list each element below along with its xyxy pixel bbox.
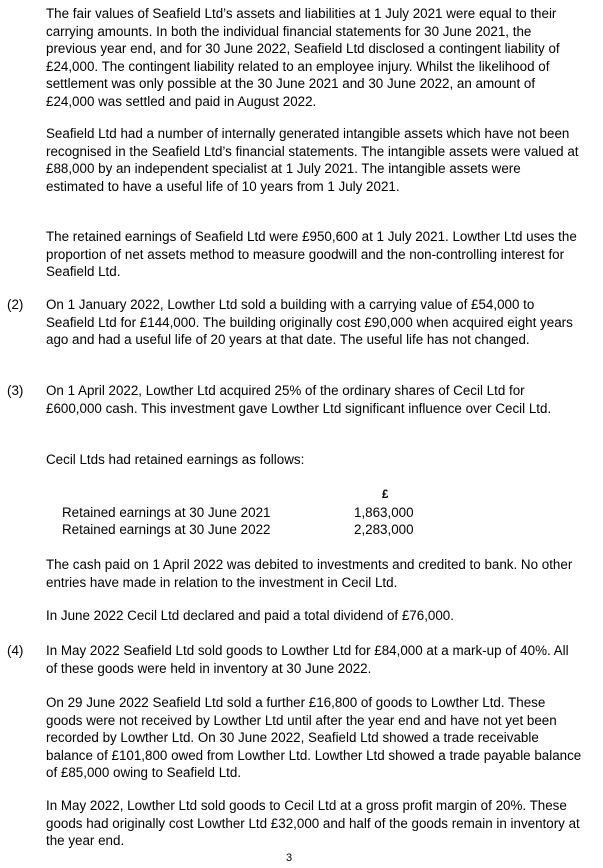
note-4-number: (4) [7, 643, 24, 658]
note-3-dividend: In June 2022 Cecil Ltd declared and paid a total dividend of £76,000. [46, 608, 454, 623]
intro-paragraph-retained-earnings: The retained earnings of Seafield Ltd were £950,600 at 1 July 2021. Lowther Ltd uses the proportion of net assets method to measure goodwill and the non-controlling interest for Seafield Ltd. [46, 229, 577, 280]
note-2-text: On 1 January 2022, Lowther Ltd sold a building with a carrying value of £54,000 to Seafield Ltd for £144,000. The building originally cost £90,000 when acquired eight years ago and had a useful life of 20 years at that date. The useful life has not changed. [46, 297, 573, 348]
table-row [62, 521, 462, 538]
table-row-label: Retained earnings at 30 June 2021 [62, 505, 271, 520]
table-row-label: Retained earnings at 30 June 2022 [62, 522, 271, 537]
intro-paragraph-intangibles: Seafield Ltd had a number of internally generated intangible assets which have not been recognised in the Seafield Ltd’s financial statements. The intangible assets were valued at £88,000 by an independent specialist at 1 July 2021. The intangible assets were estimated to have a useful life of 10 years from 1 July 2021. [46, 126, 579, 194]
page-number: 3 [286, 852, 293, 864]
note-3-after-table: The cash paid on 1 April 2022 was debited to investments and credited to bank. No other entries have made in relation to the investment in Cecil Ltd. [46, 557, 573, 590]
table-row-value: 2,283,000 [354, 522, 414, 537]
note-4-paragraph-2: On 29 June 2022 Seafield Ltd sold a further £16,800 of goods to Lowther Ltd. These goods were not received by Lowther Ltd until after the year end and have not yet been recorded by Lowther Ltd. On 30 June 2022, Seafield Ltd showed a trade receivable balance of £101,800 owed from Lowther Ltd. Lowther Ltd showed a trade payable balance of £85,000 owing to Seafield Ltd. [46, 695, 582, 781]
note-4-text: In May 2022 Seafield Ltd sold goods to Lowther Ltd for £84,000 at a mark-up of 40%. All of these goods were held in inventory at 30 June 2022. [46, 643, 569, 676]
note-3-text: On 1 April 2022, Lowther Ltd acquired 25% of the ordinary shares of Cecil Ltd for £600,000 cash. This investment gave Lowther Ltd significant influence over Cecil Ltd. [46, 383, 552, 416]
note-3-number: (3) [7, 383, 24, 398]
note-4-paragraph-3: In May 2022, Lowther Ltd sold goods to Cecil Ltd at a gross profit margin of 20%. These goods had originally cost Lowther Ltd £32,000 and half of the goods remain in inventory at the year end. [46, 798, 580, 849]
note-3-table-intro: Cecil Ltds had retained earnings as follows: [46, 452, 305, 467]
note-2-number: (2) [7, 297, 24, 312]
table-row-value: 1,863,000 [354, 505, 414, 520]
intro-paragraph-fair-values: The fair values of Seafield Ltd’s assets and liabilities at 1 July 2021 were equal to their carrying amounts. In both the individual financial statements for 30 June 2021, the previous year end, and for 30 June 2022, Seafield Ltd disclosed a contingent liability of £24,000. The contingent liability related to an employee injury. Whilst the likelihood of settlement was only possible at the 30 June 2021 and 30 June 2022, an amount of £24,000 was settled and paid in August 2022. [46, 6, 560, 109]
table-currency-header: £ [382, 489, 389, 501]
table-row [62, 504, 462, 521]
